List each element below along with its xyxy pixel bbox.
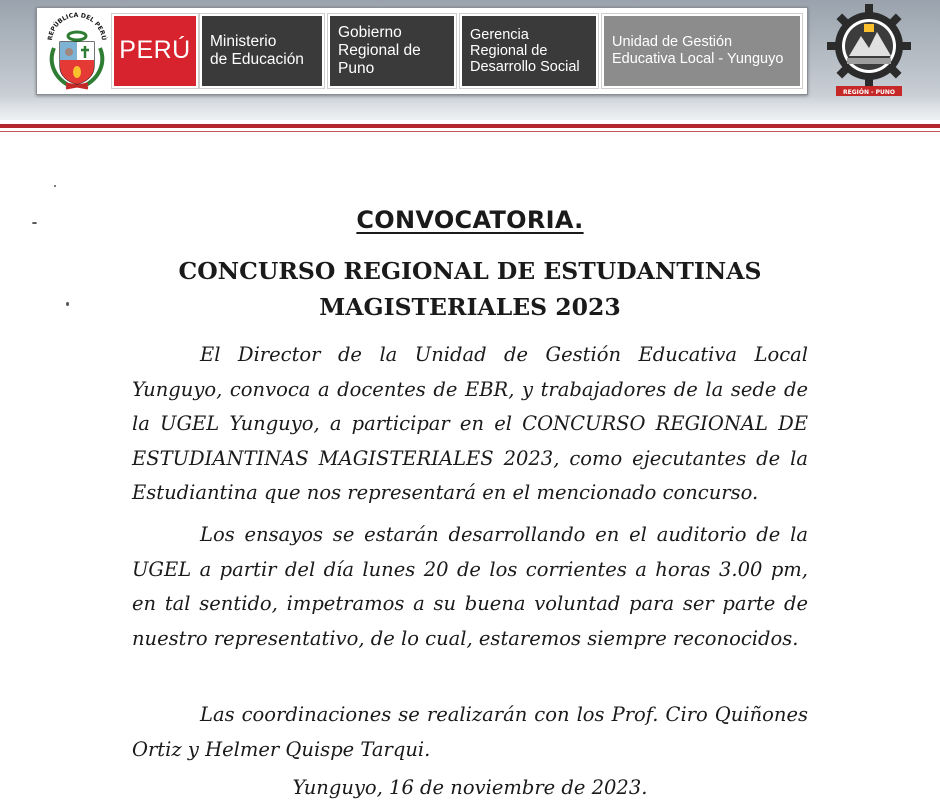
rehearsal-text: Los ensayos se estarán desarrollando en el auditorio de la UGEL a partir del día lunes 20 de los corrientes a horas 3.00 pm, en tal sentido, impetramos a su buena voluntad para ser parte de nuestro representativo, de lo cual, estaremos siempre reconocidos. [132, 523, 808, 650]
ugel-yunguyo-box [602, 14, 802, 88]
emblem-caption: REGIÓN - PUNO [842, 89, 896, 96]
ministry-of-education-box [200, 14, 324, 88]
scan-speck [54, 185, 56, 187]
document-title: CONVOCATORIA. [356, 206, 584, 234]
peru-brand-box [112, 14, 198, 88]
ministry-line-1: Ministerio [210, 33, 277, 50]
header-red-rule [0, 124, 940, 128]
rehearsal-paragraph [132, 518, 808, 656]
puno-region-emblem-icon [822, 4, 916, 100]
ministry-line-2: de Educación [210, 51, 304, 68]
ugel-line-1: Unidad de Gestión [612, 34, 733, 50]
announcement-text: El Director de la Unidad de Gestión Educativa Local Yunguyo, convoca a docentes de EBR, y trabajadores de la sede de la UGEL Yunguyo, a participar en el CONCURSO REGIONAL DE ESTUDIANTINAS MAGISTERIALES 2023, como ejecutantes de la Estudiantina que nos representará en el mencionado concurso. [132, 343, 808, 504]
ugel-line-2: Educativa Local - Yunguyo [612, 51, 784, 67]
coordination-text: Las coordinaciones se realizarán con los Prof. Ciro Quiñones Ortiz y Helmer Quispe Tarqui. [132, 703, 808, 761]
regional-government-box [328, 14, 456, 88]
announcement-paragraph [132, 338, 808, 511]
document-subtitle [0, 253, 940, 325]
date-line: Yunguyo, 16 de noviembre de 2023. [292, 776, 648, 799]
coat-of-arms-label: REPÚBLICA DEL PERÚ [46, 12, 108, 41]
subtitle-line-1: CONCURSO REGIONAL DE ESTUDANTINAS [178, 257, 762, 285]
government-line-2: Regional de Puno [338, 42, 421, 77]
header-red-rule-thin [0, 131, 940, 132]
management-line-1: Gerencia [470, 27, 529, 43]
government-line-1: Gobierno [338, 24, 402, 41]
peru-coat-of-arms-icon [44, 12, 110, 92]
management-line-3: Desarrollo Social [470, 59, 580, 75]
svg-text:REPÚBLICA DEL PERÚ [47, 12, 109, 41]
management-line-2: Regional de [470, 43, 548, 59]
social-development-management-box [460, 14, 598, 88]
coordination-paragraph [132, 698, 808, 767]
country-label: PERÚ [119, 36, 191, 64]
subtitle-line-2: MAGISTERIALES 2023 [319, 293, 621, 321]
